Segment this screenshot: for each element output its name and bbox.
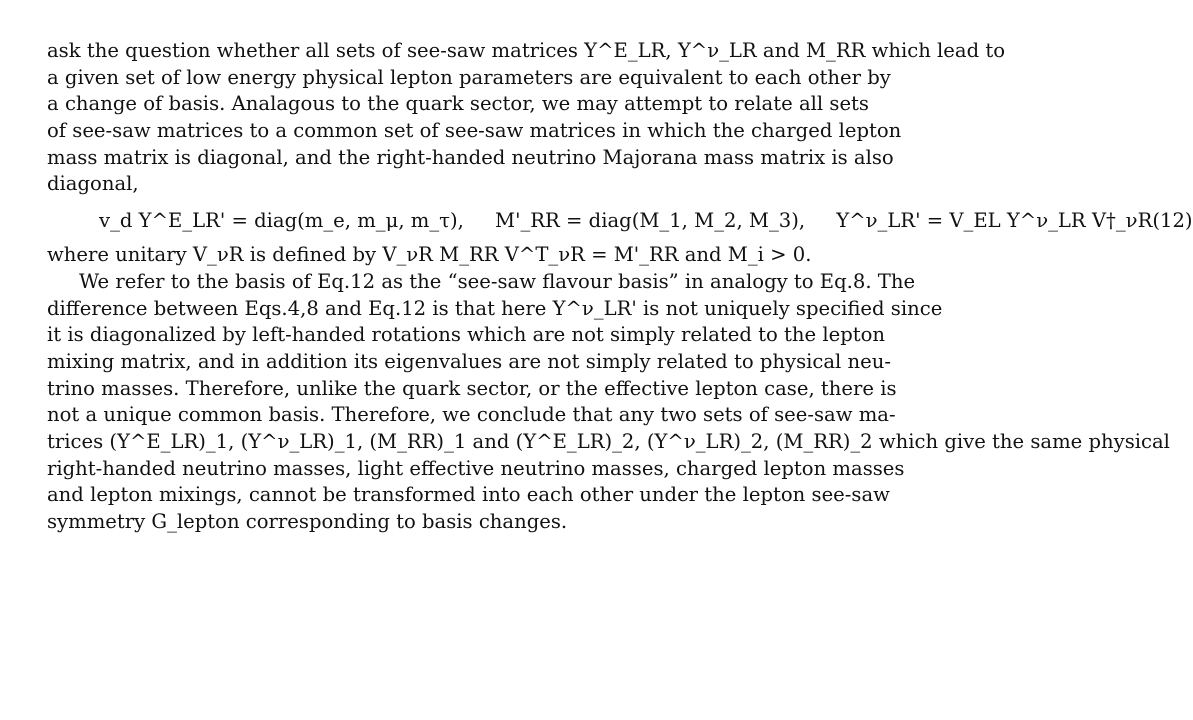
- para2-line-7: trices (Y^E_LR)_1, (Y^ν_LR)_1, (M_RR)_1 and (Y^E_LR)_2, (Y^ν_LR)_2, (M_RR)_2 which give the same physical: [47, 429, 1170, 453]
- para2-line-1: We refer to the basis of Eq.12 as the “see-saw flavour basis” in analogy to Eq.8. The: [79, 269, 916, 293]
- para1-line-1: ask the question whether all sets of see-saw matrices Y^E_LR, Y^ν_LR and M_RR which lead to: [47, 39, 1006, 62]
- equation-12-body: [99, 209, 1152, 232]
- para2-line-6: not a unique common basis. Therefore, we conclude that any two sets of see-saw ma-: [47, 403, 896, 427]
- para1-line-2: a given set of low energy physical lepton parameters are equivalent to each other by: [47, 65, 891, 89]
- paragraph-1: [47, 38, 1006, 198]
- para2-line-10: symmetry G_lepton corresponding to basis changes.: [47, 510, 568, 533]
- para1-line-3: a change of basis. Analagous to the quark sector, we may attempt to relate all sets: [47, 92, 869, 116]
- paper-page: [47, 38, 1193, 536]
- equation-12-part-3: Y^ν_LR' = V_EL Y^ν_LR V†_νR: [836, 208, 1153, 232]
- para1-line-6: diagonal,: [47, 172, 139, 196]
- para2-line-3: it is diagonalized by left-handed rotations which are not simply related to the lepton: [47, 323, 886, 347]
- para2-line-9: and lepton mixings, cannot be transformed into each other under the lepton see-saw: [47, 483, 890, 507]
- equation-number: (12): [1152, 208, 1193, 232]
- equation-12-part-1: v_d Y^E_LR' = diag(m_e, m_μ, m_τ),: [99, 208, 464, 232]
- paragraph-2: [47, 269, 1170, 536]
- para2-line-8: right-handed neutrino masses, light effective neutrino masses, charged lepton masses: [47, 456, 905, 480]
- para1-line-4: of see-saw matrices to a common set of see-saw matrices in which the charged lepton: [47, 119, 902, 143]
- equation-12-part-2: M'_RR = diag(M_1, M_2, M_3),: [495, 208, 806, 232]
- after-equation-line: where unitary V_νR is defined by V_νR M_RR V^T_νR = M'_RR and M_i > 0.: [47, 243, 812, 267]
- para2-line-2: difference between Eqs.4,8 and Eq.12 is that here Y^ν_LR' is not uniquely specified since: [47, 296, 943, 320]
- para1-line-5: mass matrix is diagonal, and the right-handed neutrino Majorana mass matrix is also: [47, 145, 894, 169]
- para2-line-5: trino masses. Therefore, unlike the quark sector, or the effective lepton case, there is: [47, 376, 897, 400]
- equation-12: [47, 198, 1193, 242]
- para2-line-4: mixing matrix, and in addition its eigenvalues are not simply related to physical neu-: [47, 349, 891, 373]
